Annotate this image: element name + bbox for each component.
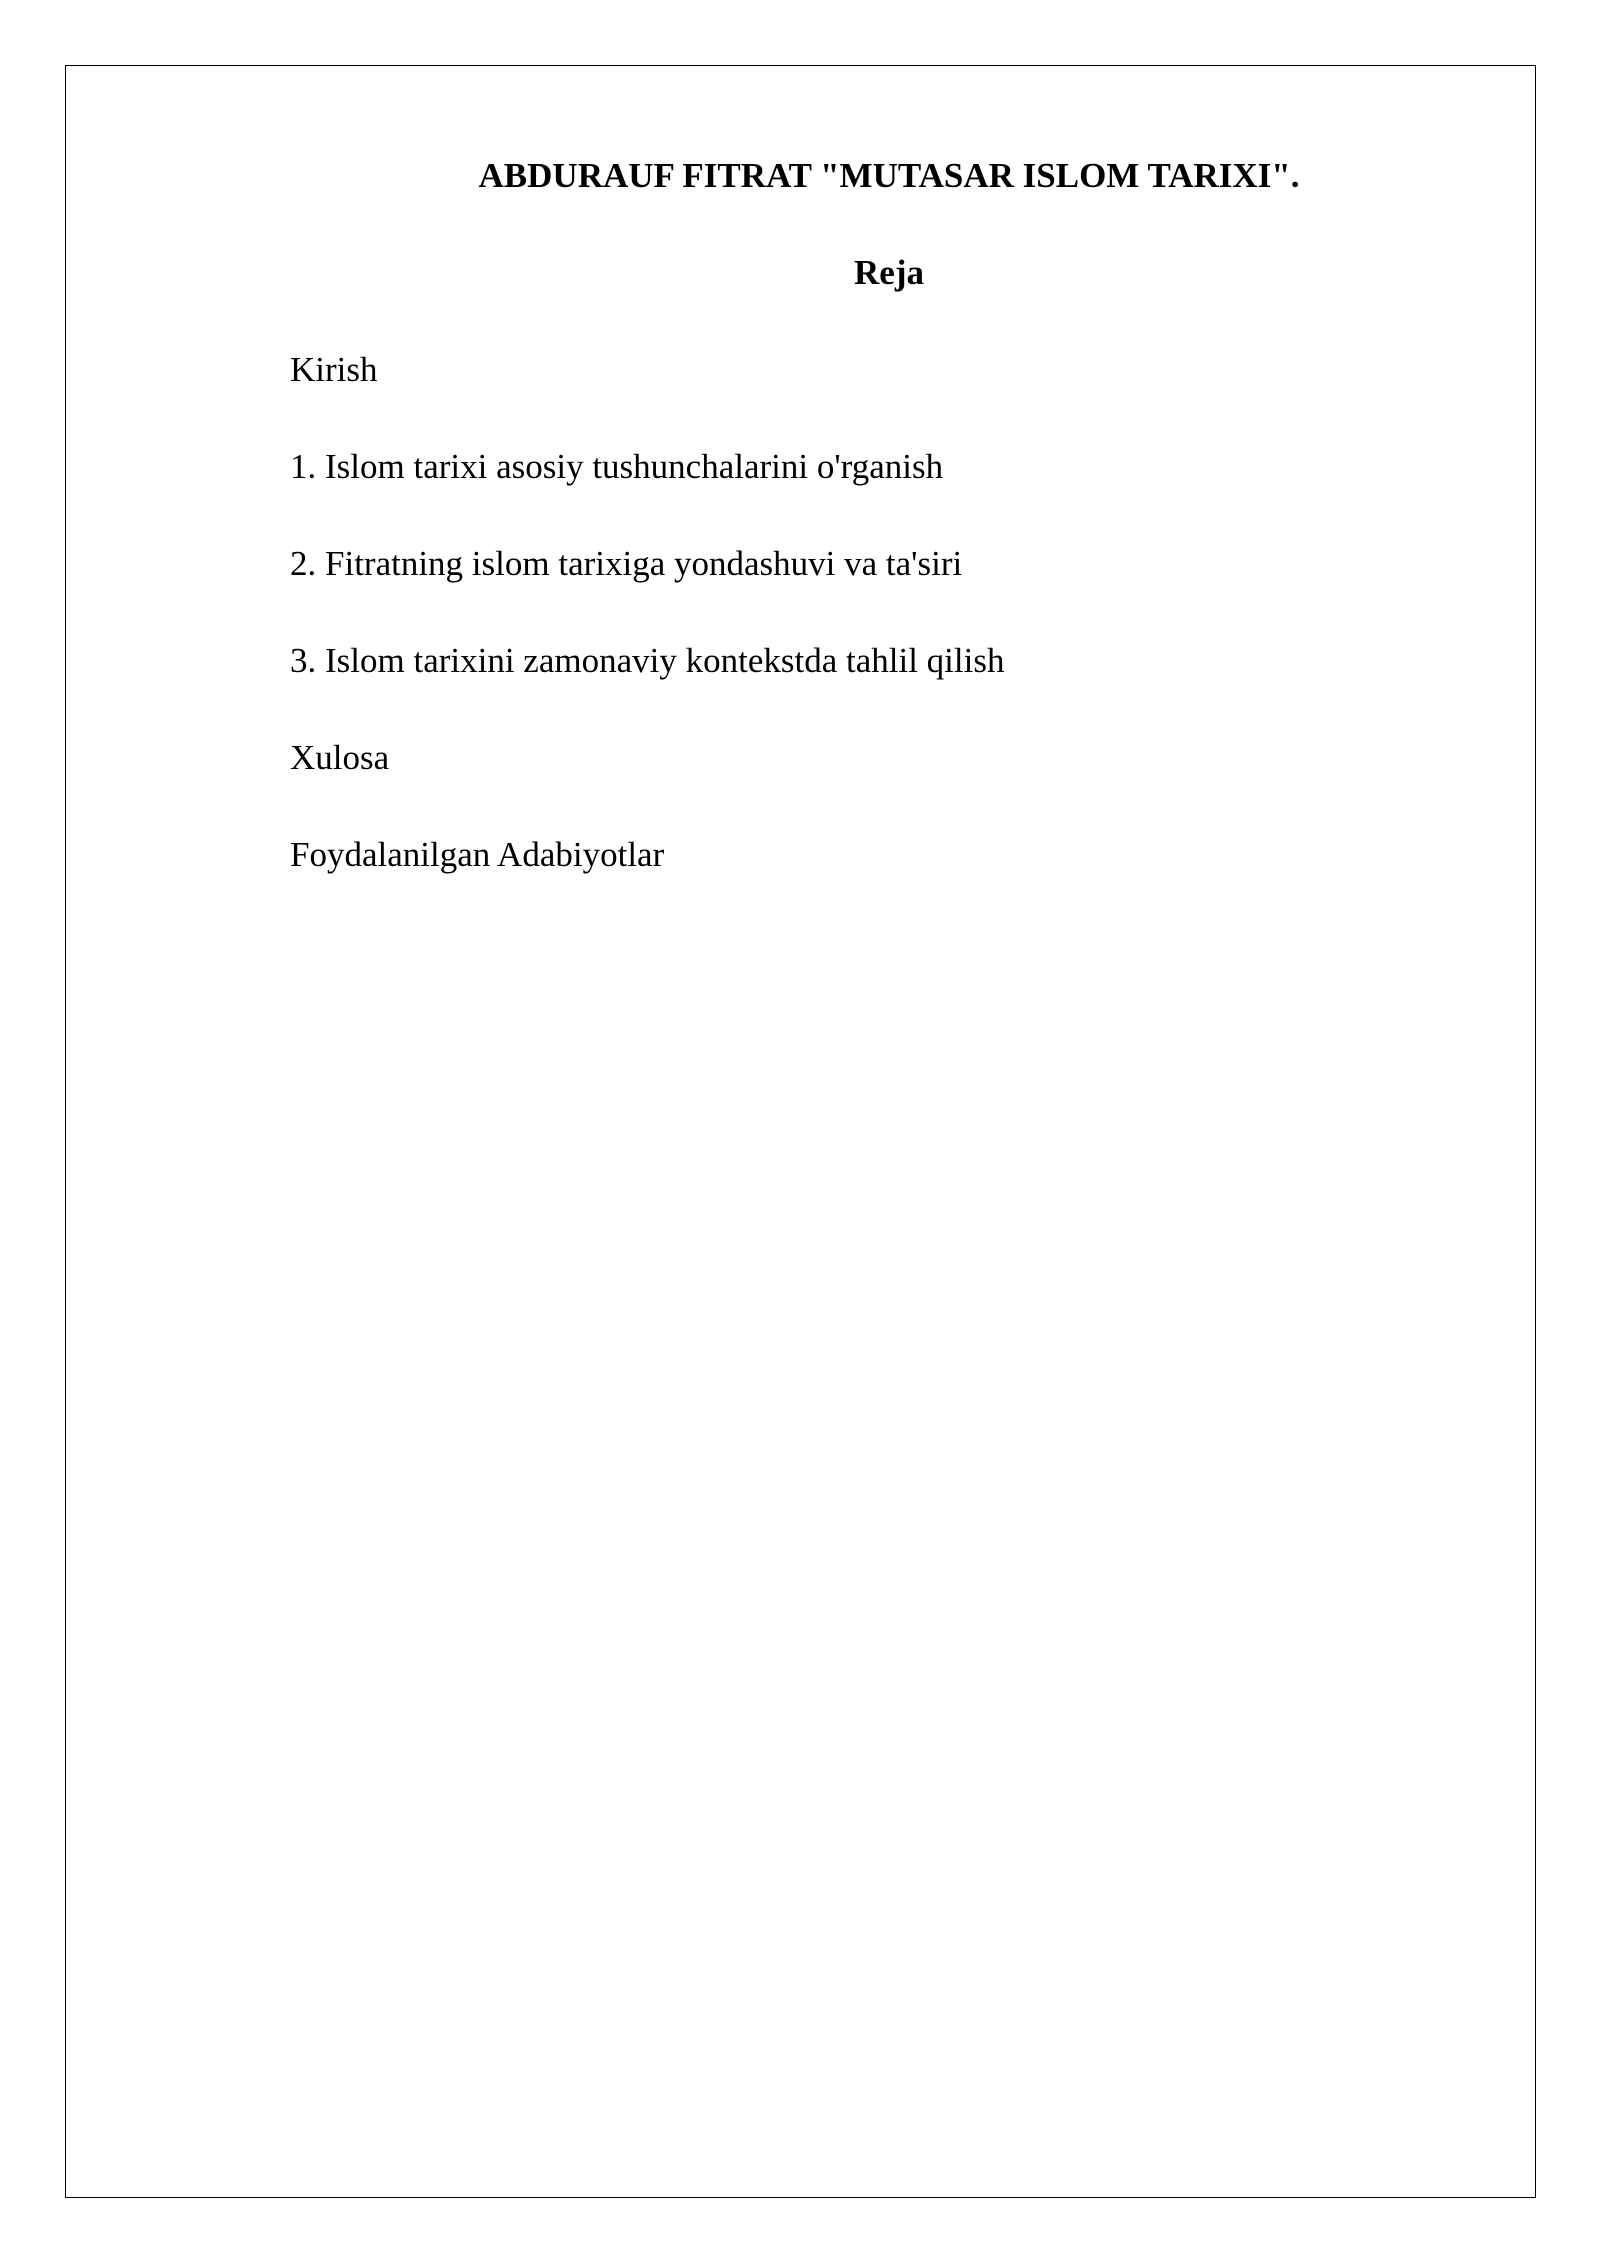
plan-item-conclusion: Xulosa — [290, 738, 390, 777]
document-subtitle: Reja — [854, 253, 924, 292]
plan-list — [290, 344, 1004, 926]
plan-item-1: 1. Islom tarixi asosiy tushunchalarini o'rganish — [290, 447, 944, 486]
document-title: ABDURAUF FITRAT "MUTASAR ISLOM TARIXI". — [478, 156, 1300, 195]
plan-item-3: 3. Islom tarixini zamonaviy kontekstda tahlil qilish — [290, 641, 1005, 680]
plan-item-2: 2. Fitratning islom tarixiga yondashuvi va ta'siri — [290, 544, 963, 583]
plan-item-references: Foydalanilgan Adabiyotlar — [290, 835, 665, 874]
plan-item-introduction: Kirish — [290, 350, 378, 389]
